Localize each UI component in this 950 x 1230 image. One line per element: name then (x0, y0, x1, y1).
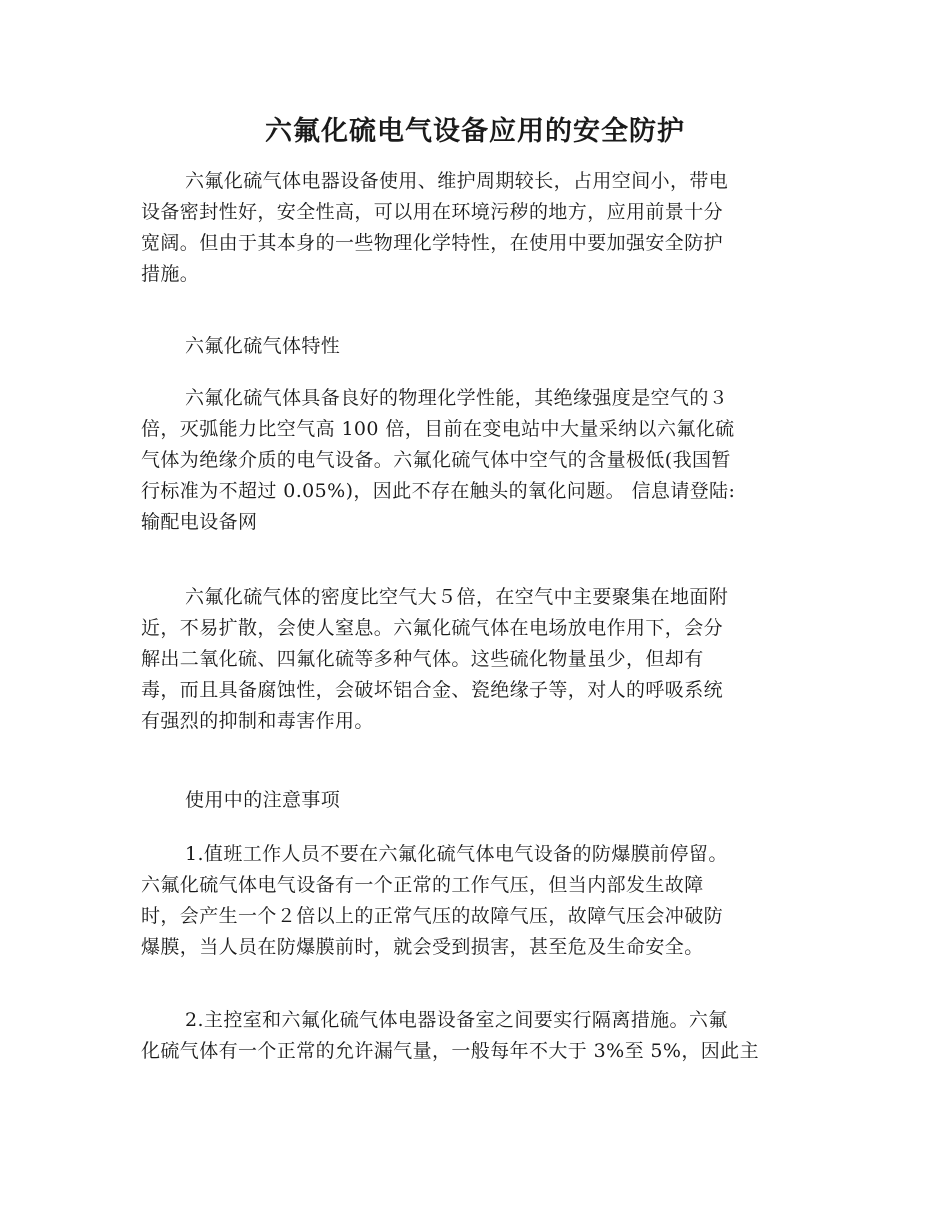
text-line: 解出二氧化硫、四氟化硫等多种气体。这些硫化物量虽少，但却有 (141, 648, 704, 670)
text-line: 1.值班工作人员不要在六氟化硫气体电气设备的防爆膜前停留。 (185, 843, 728, 865)
text-line: 近，不易扩散，会使人窒息。六氟化硫气体在电场放电作用下，会分 (141, 617, 724, 639)
text-line: 设备密封性好，安全性高，可以用在环境污秽的地方，应用前景十分 (141, 201, 724, 223)
document-title: 六氟化硫电气设备应用的安全防护 (265, 116, 685, 147)
text-line: 措施。 (141, 263, 200, 285)
text-line: 爆膜，当人员在防爆膜前时，就会受到损害，甚至危及生命安全。 (141, 936, 704, 958)
text-line: 2.主控室和六氟化硫气体电器设备室之间要实行隔离措施。六氟 (185, 1009, 728, 1031)
paragraph-intro (141, 166, 807, 290)
text-line: 六氟化硫气体电器设备使用、维护周期较长，占用空间小，带电 (185, 170, 729, 192)
text-line: 倍，灭弧能力比空气高 100 倍，目前在变电站中大量采纳以六氟化硫 (141, 418, 735, 440)
text-line: 六氟化硫气体具备良好的物理化学性能，其绝缘强度是空气的３ (185, 387, 729, 409)
section-heading-properties: 六氟化硫气体特性 (185, 335, 341, 357)
text-line: 化硫气体有一个正常的允许漏气量，一般每年不大于 3%至 5%，因此主 (141, 1040, 759, 1062)
text-line: 气体为绝缘介质的电气设备。六氟化硫气体中空气的含量极低(我国暂 (141, 449, 731, 471)
section-heading-precautions: 使用中的注意事项 (185, 789, 341, 811)
text-line: 行标准为不超过 0.05%)，因此不存在触头的氧化问题。 信息请登陆: (141, 480, 736, 502)
paragraph-precaution-1 (141, 839, 807, 963)
text-line: 有强烈的抑制和毒害作用。 (141, 710, 374, 732)
text-line: 毒，而且具备腐蚀性，会破坏铝合金、瓷绝缘子等，对人的呼吸系统 (141, 679, 724, 701)
text-line: 六氟化硫气体电气设备有一个正常的工作气压，但当内部发生故障 (141, 874, 704, 896)
text-line: 输配电设备网 (141, 511, 258, 533)
text-line: 宽阔。但由于其本身的一些物理化学特性，在使用中要加强安全防护 (141, 232, 724, 254)
text-line: 时，会产生一个２倍以上的正常气压的故障气压，故障气压会冲破防 (141, 905, 724, 927)
paragraph-precaution-2 (141, 1005, 807, 1067)
text-line: 六氟化硫气体的密度比空气大５倍，在空气中主要聚集在地面附 (185, 586, 729, 608)
paragraph-properties-2 (141, 582, 807, 737)
paragraph-properties-1 (141, 383, 807, 538)
